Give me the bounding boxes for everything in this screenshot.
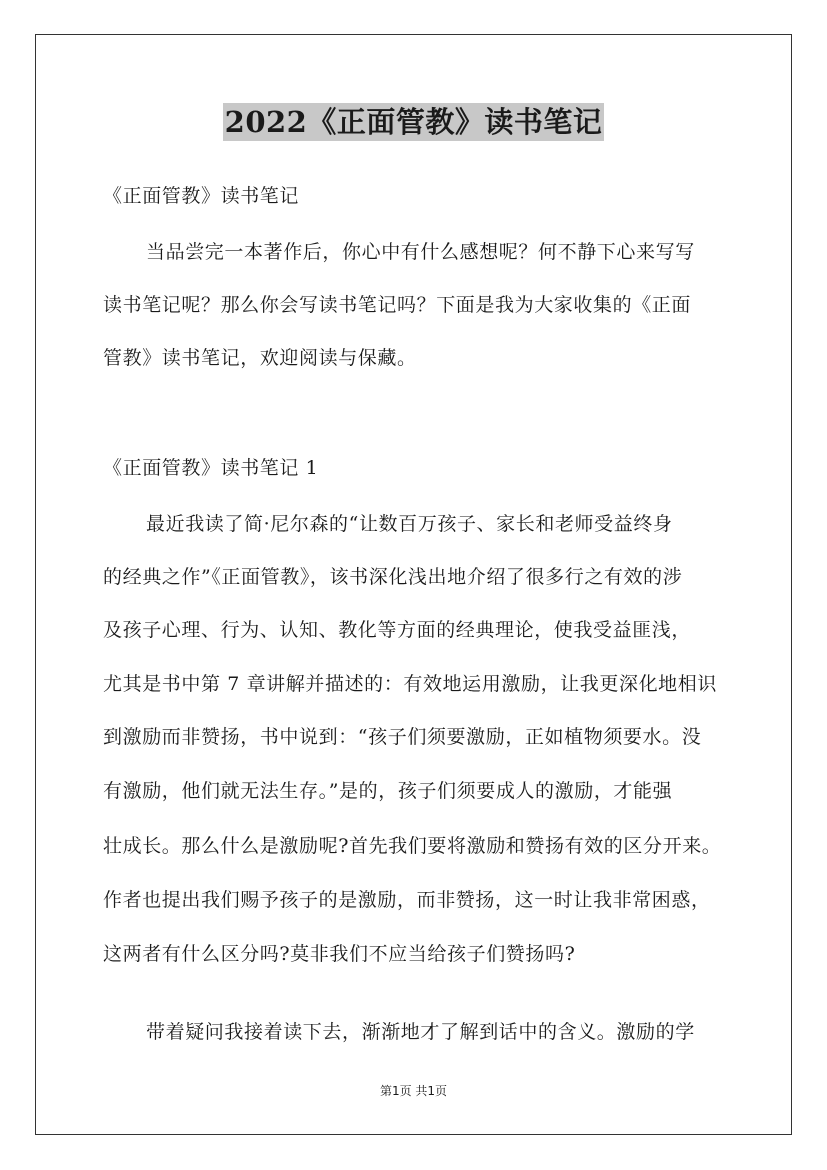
document-title-wrap (0, 100, 827, 141)
paragraph-line: 作者也提出我们赐予孩子的是激励，而非赞扬，这一时让我非常困惑， (103, 889, 711, 911)
paragraph-line: 读书笔记呢？那么你会写读书笔记吗？下面是我为大家收集的《正面 (103, 294, 692, 316)
paragraph-line: 壮成长。那么什么是激励呢?首先我们要将激励和赞扬有效的区分开来。 (103, 835, 722, 857)
section-heading: 《正面管教》读书笔记 (103, 185, 300, 207)
page-number: 第1页 共1页 (379, 1084, 448, 1098)
paragraph-line: 管教》读书笔记，欢迎阅读与保藏。 (103, 347, 417, 369)
paragraph-line: 的经典之作”《正面管教》，该书深化浅出地介绍了很多行之有效的涉 (103, 566, 683, 588)
paragraph-line: 尤其是书中第 7 章讲解并描述的：有效地运用激励，让我更深化地相识 (103, 673, 717, 695)
paragraph-line: 这两者有什么区分吗?莫非我们不应当给孩子们赞扬吗? (103, 943, 576, 965)
paragraph-line: 到激励而非赞扬，书中说到：“孩子们须要激励，正如植物须要水。没 (103, 726, 702, 748)
paragraph-line: 当品尝完一本著作后，你心中有什么感想呢？何不静下心来写写 (146, 241, 695, 263)
section-heading: 《正面管教》读书笔记 1 (103, 457, 319, 479)
paragraph-line: 最近我读了简·尼尔森的“让数百万孩子、家长和老师受益终身 (146, 513, 673, 535)
paragraph-line: 带着疑问我接着读下去，渐渐地才了解到话中的含义。激励的学 (146, 1021, 695, 1043)
paragraph-line: 有激励，他们就无法生存。”是的，孩子们须要成人的激励，才能强 (103, 780, 673, 802)
document-title: 2022《正面管教》读书笔记 (224, 105, 603, 139)
paragraph-line: 及孩子心理、行为、认知、教化等方面的经典理论，使我受益匪浅， (103, 619, 692, 641)
